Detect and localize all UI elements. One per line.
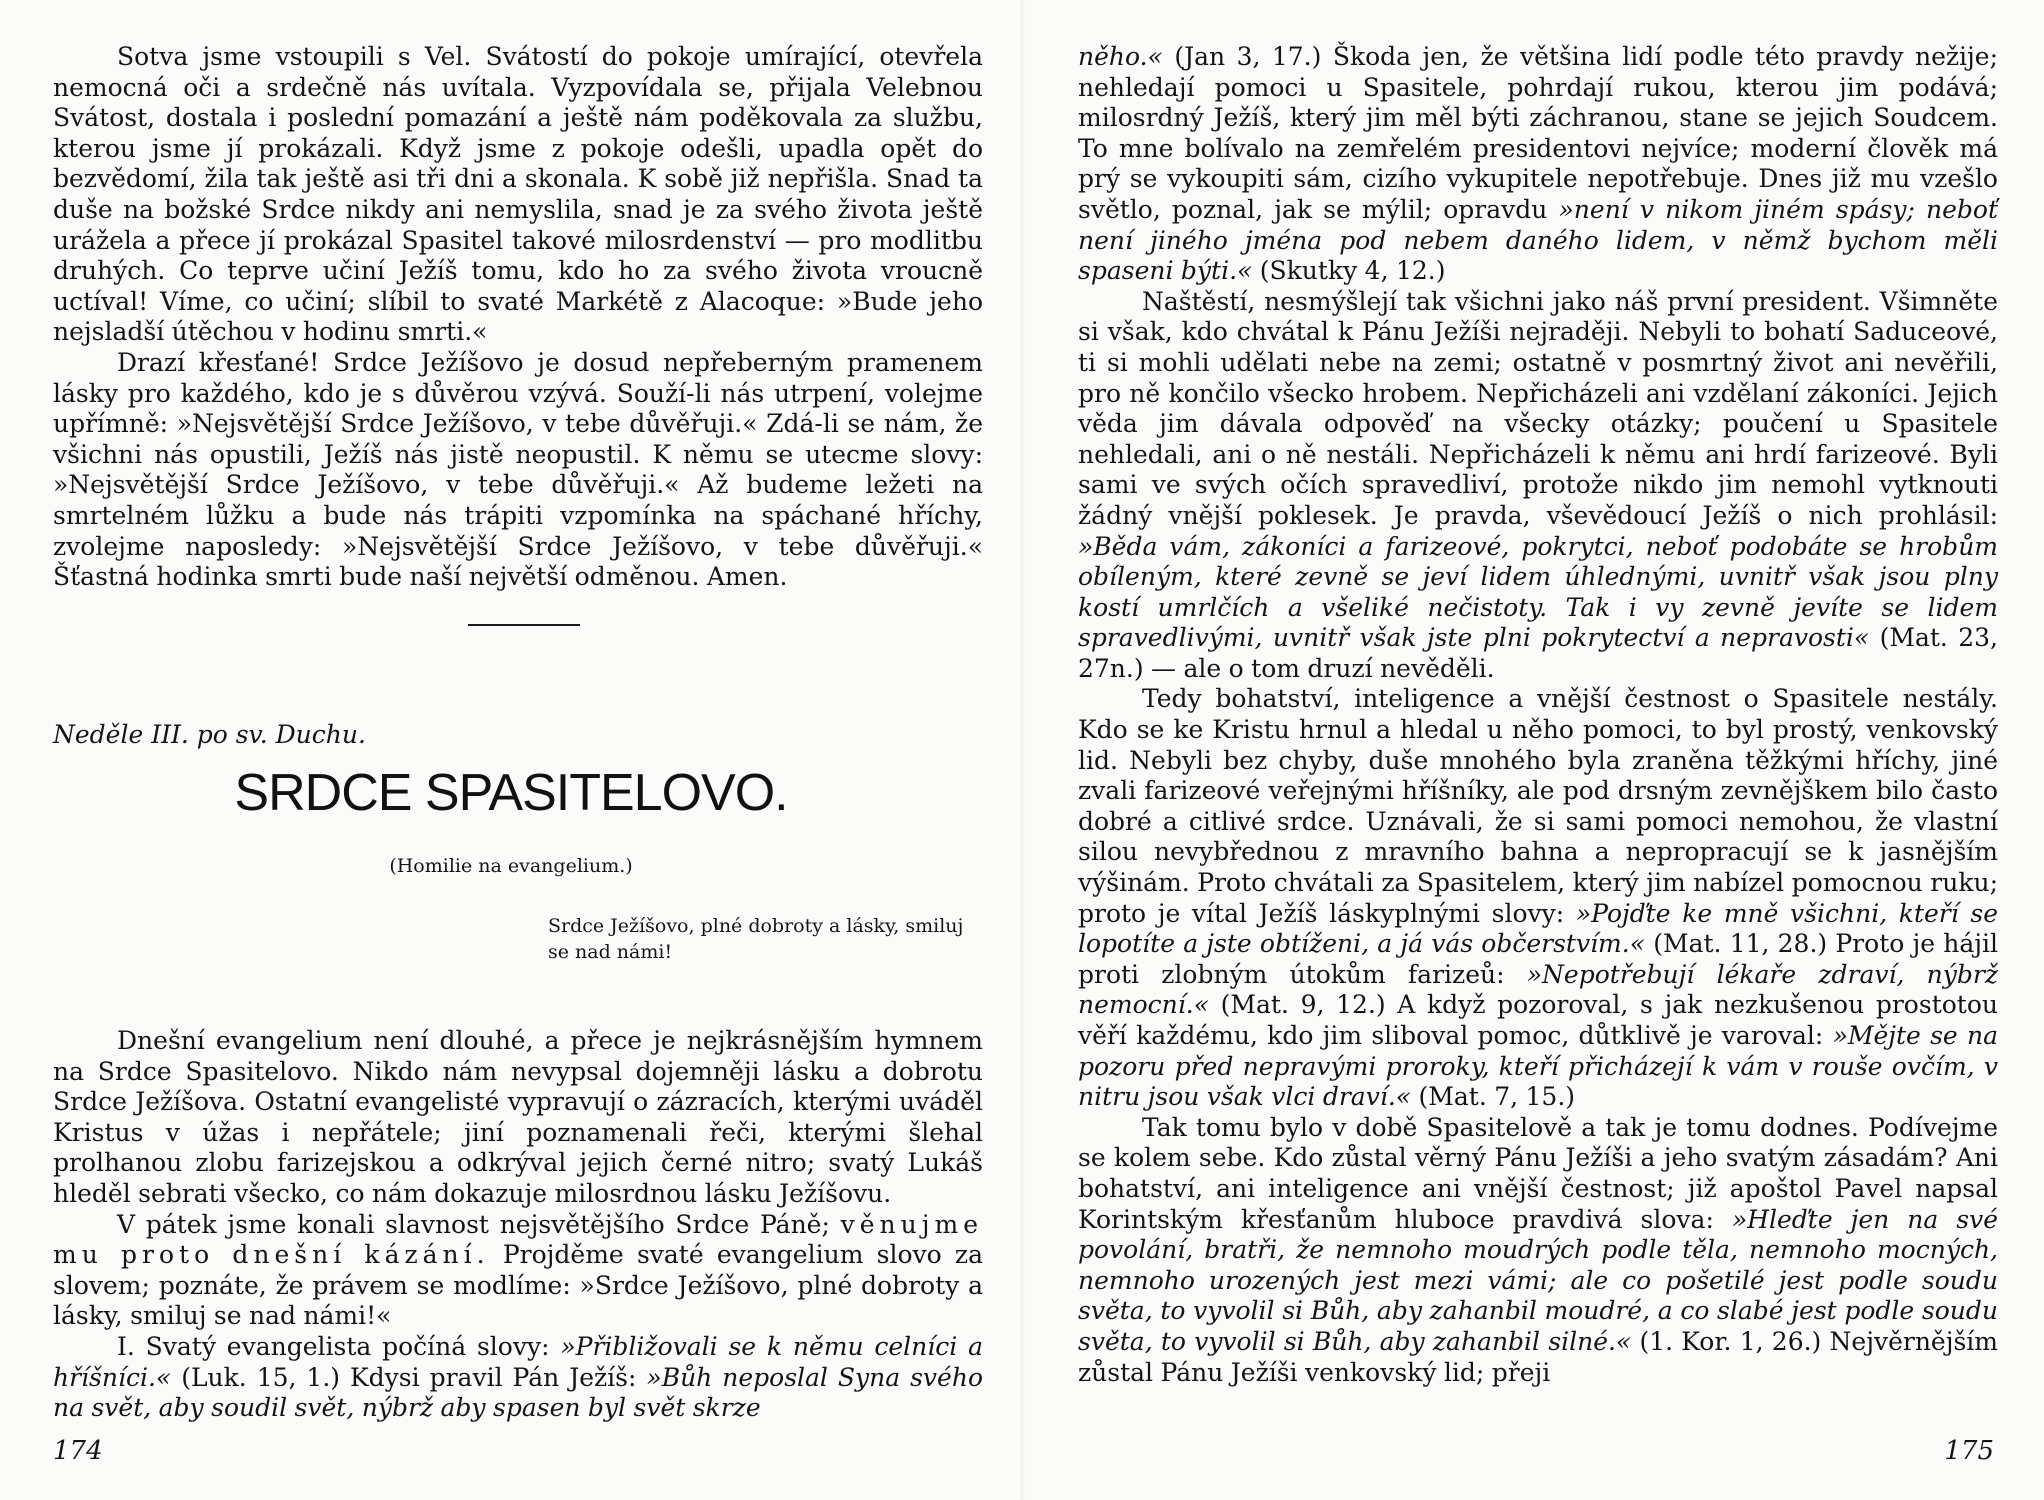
bible-quote: něho.« [1078,42,1163,71]
sermon-subtitle: (Homilie na evangelium.) [389,855,633,877]
text-run: I. Svatý evangelista počíná slovy: [117,1331,550,1361]
text-run: V pátek jsme konali slavnost nejsvětějšího Srdce Páně; [117,1209,830,1239]
spaced-emphasis: věnujme mu proto dnešní kázání. [53,1209,983,1270]
text-run: (Skutky 4, 12.) [1259,256,1446,286]
paragraph [1078,42,1998,287]
left-top-text [53,42,983,593]
right-page [1022,0,2044,1500]
bible-quote: »Bůh neposlal Syna svého na svět, aby soudil svět, nýbrž aby spasen byl svět skrze [53,1362,983,1423]
paragraph: Dnešní evangelium není dlouhé, a přece je nejkrásnějším hymnem na Srdce Spasitelovo. Nikdo nám nevypsal dojemněji lásku a dobrotu Srdce Ježíšova. Ostatní evangelisté vypravují o zázracích, kterými uváděl Kristus v úžas i nepřátele; jiní poznamenali řeči, kterými šlehal prolhanou zlobu farizejskou a odkrýval jejich černé nitro; svatý Lukáš hleděl sebrati všecko, co nám dokazuje milosrdnou lásku Ježíšovu. [53,1026,983,1208]
sermon-motto: Srdce Ježíšovo, plné dobroty a lásky, smiluj se nad námi! [548,915,964,963]
text-run: (Mat. 23, 27n.) — ale o tom druzí nevěděli. [1078,623,1998,683]
right-text [1078,42,1998,1388]
text-run: Tedy bohatství, inteligence a vnější čestnost o Spasitele nestály. Kdo se ke Kristu hrnul a hledal u něho pomoci, to byl prostý, venkovský lid. Nebyli bez chyby, duše mnohého byla zraněna těžkými hříchy, jiné zvali farizeové veřejnými hříšníky, ale pod drsným zevnějškem bilo často dobré a citlivé srdce. Uznávali, že si sami pomoci nemohou, že vlastní silou nevybřednou z mravního bahna a nepropracují se k jasnějším výšinám. Proto chvátali za Spasitelem, který jim nabízel pomocnou ruku; proto je vítal Ježíš láskyplnými slovy: [1078,684,1998,928]
text-run: (Mat. 11, 28.) Proto je hájil proti zlobným útokům farizeů: [1078,929,1998,989]
text-run: (Mat. 7, 15.) [1418,1082,1576,1112]
text-run: (Luk. 15, 1.) Kdysi pravil Pán Ježíš: [181,1362,637,1392]
text-run: Projděme svaté evangelium slovo za slovem; poznáte, že právem se modlíme: »Srdce Ježíšovo, plné dobroty a lásky, smiluj se nad námi!« [53,1240,983,1331]
liturgical-date: Neděle III. po sv. Duchu. [53,720,366,749]
left-bottom-text [53,1026,983,1424]
paragraph [1078,1113,1998,1388]
bible-quote: »není v nikom jiném spásy; neboť není jiného jména pod nebem daného lidem, v němž bychom měli spaseni býti.« [1078,194,1998,286]
paragraph: Sotva jsme vstoupili s Vel. Svátostí do pokoje umírající, otevřela nemocná oči a srdečně nás uvítala. Vyzpovídala se, přijala Velebnou Svátost, dostala i poslední pomazání a ještě nám poděkovala za službu, kterou jsme jí prokázali. Když jsme z pokoje odešli, upadla opět do bezvědomí, žila tak ještě asi tři dni a skonala. K sobě již nepřišla. Snad ta duše na božské Srdce nikdy ani nemyslila, snad je za svého života ještě urážela a přece jí prokázal Spasitel takové milosrdenství — pro modlitbu druhých. Co teprve učiní Ježíš tomu, kdo ho za svého života vroucně uctíval! Víme, co učiní; slíbil to svaté Markétě z Alacoque: »Bude jeho nejsladší útěchou v hodinu smrti.« [53,42,983,347]
text-run: Naštěstí, nesmýšlejí tak všichni jako náš první president. Všimněte si však, kdo chvátal k Pánu Ježíši nejraději. Nebyli to bohatí Saduceové, ti si mohli udělati nebe na zemi; ostatně v posmrtný život ani nevěřili, pro ně končilo všecko hrobem. Nepřicházeli ani vzdělaní zákoníci. Jejich věda jim dávala odpověď na všecky otázky; poučení u Spasitele nehledali, ani o ně nestáli. Nepřicházeli k němu ani hrdí farizeové. Byli sami ve svých očích spravedliví, protože nikdo jim nemohl vytknouti žádný vnější poklesek. Je pravda, vševědoucí Ježíš o nich prohlásil: [1078,286,1998,530]
section-divider [468,624,580,626]
text-run: Tak tomu bylo v době Spasitelově a tak je tomu dodnes. Podívejme se kolem sebe. Kdo zůstal věrný Pánu Ježíši a jeho svatým zásadám? Ani bohatství, ani inteligence ani vnější čestnost; již apoštol Pavel napsal Korintským křesťanům hluboce pravdivá slova: [1078,1112,1998,1234]
page-number: 175 [1944,1436,1994,1466]
paragraph [1078,684,1998,1112]
text-run: (1. Kor. 1, 26.) Nejvěrnějším zůstal Pánu Ježíši venkovský lid; přeji [1078,1326,1999,1387]
bible-quote: »Přibližovali se k němu celníci a hříšníci.« [53,1331,983,1392]
text-run: (Mat. 9, 12.) A když pozoroval, s jak nezkušenou prostotou věří každému, kdo jim sliboval pomoc, důtklivě je varoval: [1078,990,1998,1050]
page-number: 174 [53,1436,103,1466]
bible-quote: »Pojďte ke mně všichni, kteří se lopotíte a jste obtíženi, a já vás občerstvím.« [1078,898,1998,959]
paragraph [53,1332,983,1424]
bible-quote: »Běda vám, zákoníci a farizeové, pokrytci, neboť podobáte se hrobům obíleným, které zevně se jeví lidem úhlednými, uvnitř však jsou plny kostí umrlčích a všeliké nečistoty. Tak i vy zevně jevíte se lidem spravedlivými, uvnitř však jste plni pokrytectví a nepravosti« [1078,531,1998,653]
paragraph [1078,287,1998,685]
bible-quote: »Hleďte jen na své povolání, bratři, že nemnoho moudrých podle těla, nemnoho mocných, nemnoho urozených jest mezi vámi; ale co pošetilé jest podle soudu světa, to vyvolil si Bůh, aby zahanbil moudré, a co slabé jest podle soudu světa, to vyvolil si Bůh, aby zahanbil silné.« [1078,1204,1998,1356]
sermon-title: SRDCE SPASITELOVO. [234,764,788,822]
bible-quote: »Nepotřebují lékaře zdraví, nýbrž nemocní.« [1078,959,1999,1020]
text-run: (Jan 3, 17.) Škoda jen, že většina lidí podle této pravdy nežije; nehledají pomoci u Spasitele, pohrdají rukou, kterou jim podává; milosrdný Ježíš, který jim měl býti záchranou, stane se jejich Soudcem. To mne bolívalo na zemřelém presidentovi nejvíce; moderní člověk má prý se vykoupiti sám, cizího vykupitele nepotřebuje. Dnes již mu vzešlo světlo, poznal, jak se mýlil; opravdu [1078,42,1998,224]
bible-quote: »Mějte se na pozoru před nepravými proroky, kteří přicházejí k vám v rouše ovčím, v nitru jsou však vlci draví.« [1078,1021,1998,1112]
paragraph [53,1210,983,1332]
paragraph: Drazí křesťané! Srdce Ježíšovo je dosud nepřeberným pramenem lásky pro každého, kdo je s důvěrou vzývá. Souží-li nás utrpení, volejme upřímně: »Nejsvětější Srdce Ježíšovo, v tebe důvěřuji.« Zdá-li se nám, že všichni nás opustili, Ježíš nás jistě neopustil. K němu se utecme slovy: »Nejsvětější Srdce Ježíšovo, v tebe důvěřuji.« Až budeme ležeti na smrtelném lůžku a bude nás trápiti vzpomínka na spáchané hříchy, zvolejme naposledy: »Nejsvětější Srdce Ježíšovo, v tebe důvěřuji.« Šťastná hodinka smrti bude naší největší odměnou. Amen. [53,347,983,592]
